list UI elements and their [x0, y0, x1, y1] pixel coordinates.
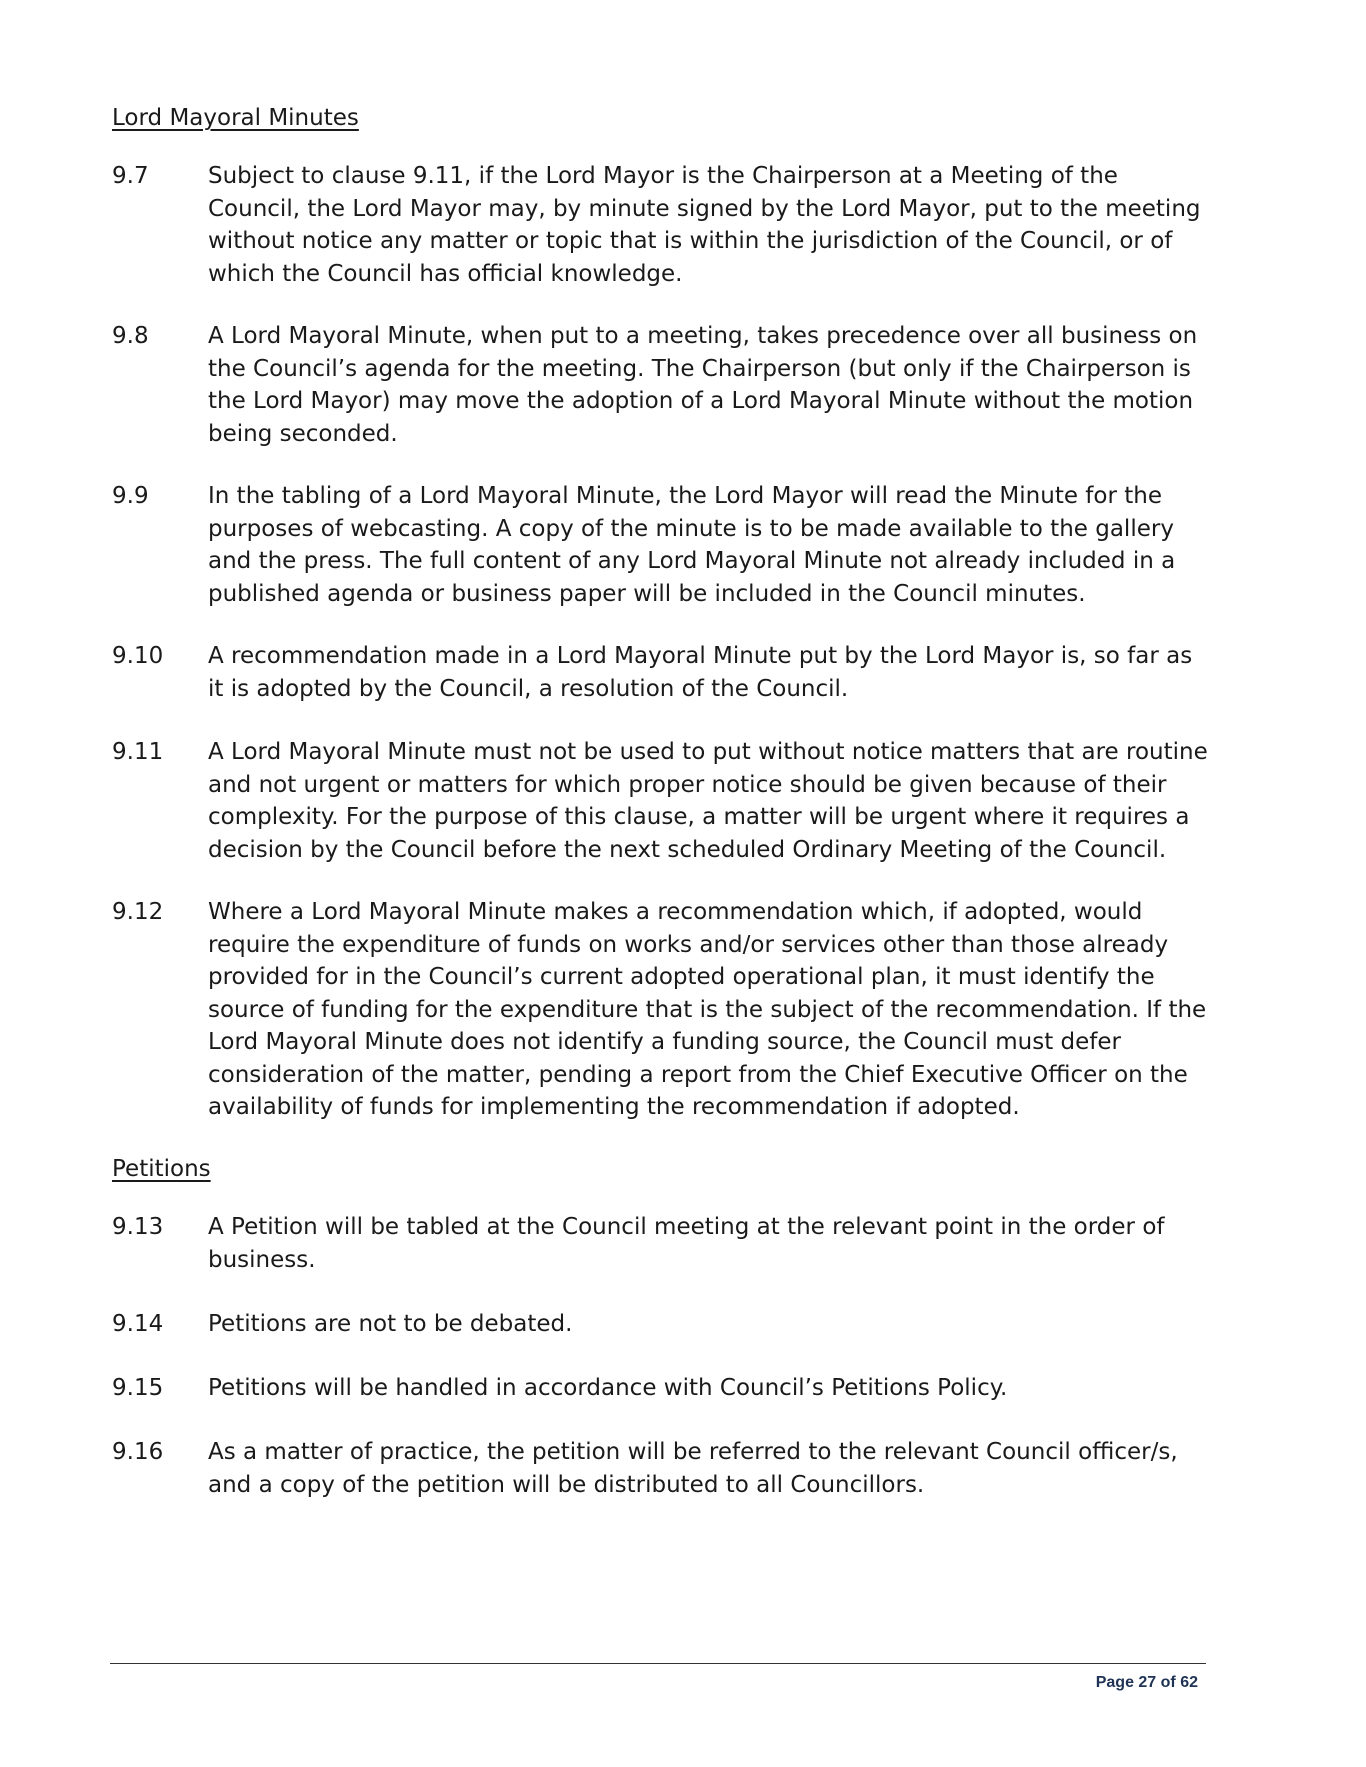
page-number: Page 27 of 62 [1095, 1674, 1198, 1691]
clause-number: 9.9 [112, 483, 149, 509]
clause-number: 9.11 [112, 739, 164, 765]
clause-9-10 [112, 640, 1212, 705]
clause-number: 9.14 [112, 1311, 164, 1337]
clause-text: Subject to clause 9.11, if the Lord Mayor is the Chairperson at a Meeting of the Council, the Lord Mayor may, by minute signed by the Lord Mayor, put to the meeting without notice any matter or topic that is within the jurisdiction of the Council, or of which the Council has official knowledge. [208, 163, 1201, 287]
clause-number: 9.13 [112, 1214, 164, 1240]
clause-text: A recommendation made in a Lord Mayoral Minute put by the Lord Mayor is, so far as it is adopted by the Council, a resolution of the Council. [208, 643, 1193, 702]
clause-number: 9.7 [112, 163, 149, 189]
clause-9-14 [112, 1308, 1212, 1341]
clause-9-9 [112, 480, 1212, 610]
clause-9-8 [112, 320, 1212, 450]
section-heading-lord-mayoral-minutes: Lord Mayoral Minutes [112, 105, 359, 131]
clause-number: 9.15 [112, 1375, 164, 1401]
footer-divider [110, 1663, 1206, 1664]
clause-text: Petitions will be handled in accordance with Council’s Petitions Policy. [208, 1375, 1008, 1401]
clause-9-7 [112, 160, 1212, 290]
clause-number: 9.12 [112, 899, 164, 925]
clause-number: 9.10 [112, 643, 164, 669]
clause-text: In the tabling of a Lord Mayoral Minute, the Lord Mayor will read the Minute for the purposes of webcasting. A copy of the minute is to be made available to the gallery and the press. The full content of any Lord Mayoral Minute not already included in a published agenda or business paper will be included in the Council minutes. [208, 483, 1176, 607]
clause-9-11 [112, 736, 1212, 866]
section-heading-petitions: Petitions [112, 1156, 211, 1182]
clause-text: A Petition will be tabled at the Council meeting at the relevant point in the order of business. [208, 1214, 1165, 1273]
clause-text: A Lord Mayoral Minute must not be used to put without notice matters that are routine and not urgent or matters for which proper notice should be given because of their complexity. For the purpose of this clause, a matter will be urgent where it requires a decision by the Council before the next scheduled Ordinary Meeting of the Council. [208, 739, 1208, 863]
clause-9-16 [112, 1436, 1212, 1501]
clause-9-12 [112, 896, 1212, 1124]
clause-text: As a matter of practice, the petition will be referred to the relevant Council officer/s, and a copy of the petition will be distributed to all Councillors. [208, 1439, 1178, 1498]
clause-text: A Lord Mayoral Minute, when put to a meeting, takes precedence over all business on the Council’s agenda for the meeting. The Chairperson (but only if the Chairperson is the Lord Mayor) may move the adoption of a Lord Mayoral Minute without the motion being seconded. [208, 323, 1198, 447]
clause-number: 9.8 [112, 323, 149, 349]
clause-9-15 [112, 1372, 1212, 1405]
clause-number: 9.16 [112, 1439, 164, 1465]
clause-9-13 [112, 1211, 1212, 1276]
clause-text: Petitions are not to be debated. [208, 1311, 573, 1337]
clause-text: Where a Lord Mayoral Minute makes a recommendation which, if adopted, would require the expenditure of funds on works and/or services other than those already provided for in the Council’s current adopted operational plan, it must identify the source of funding for the expenditure that is the subject of the recommendation. If the Lord Mayoral Minute does not identify a funding source, the Council must defer consideration of the matter, pending a report from the Chief Executive Officer on the availability of funds for implementing the recommendation if adopted. [208, 899, 1207, 1120]
